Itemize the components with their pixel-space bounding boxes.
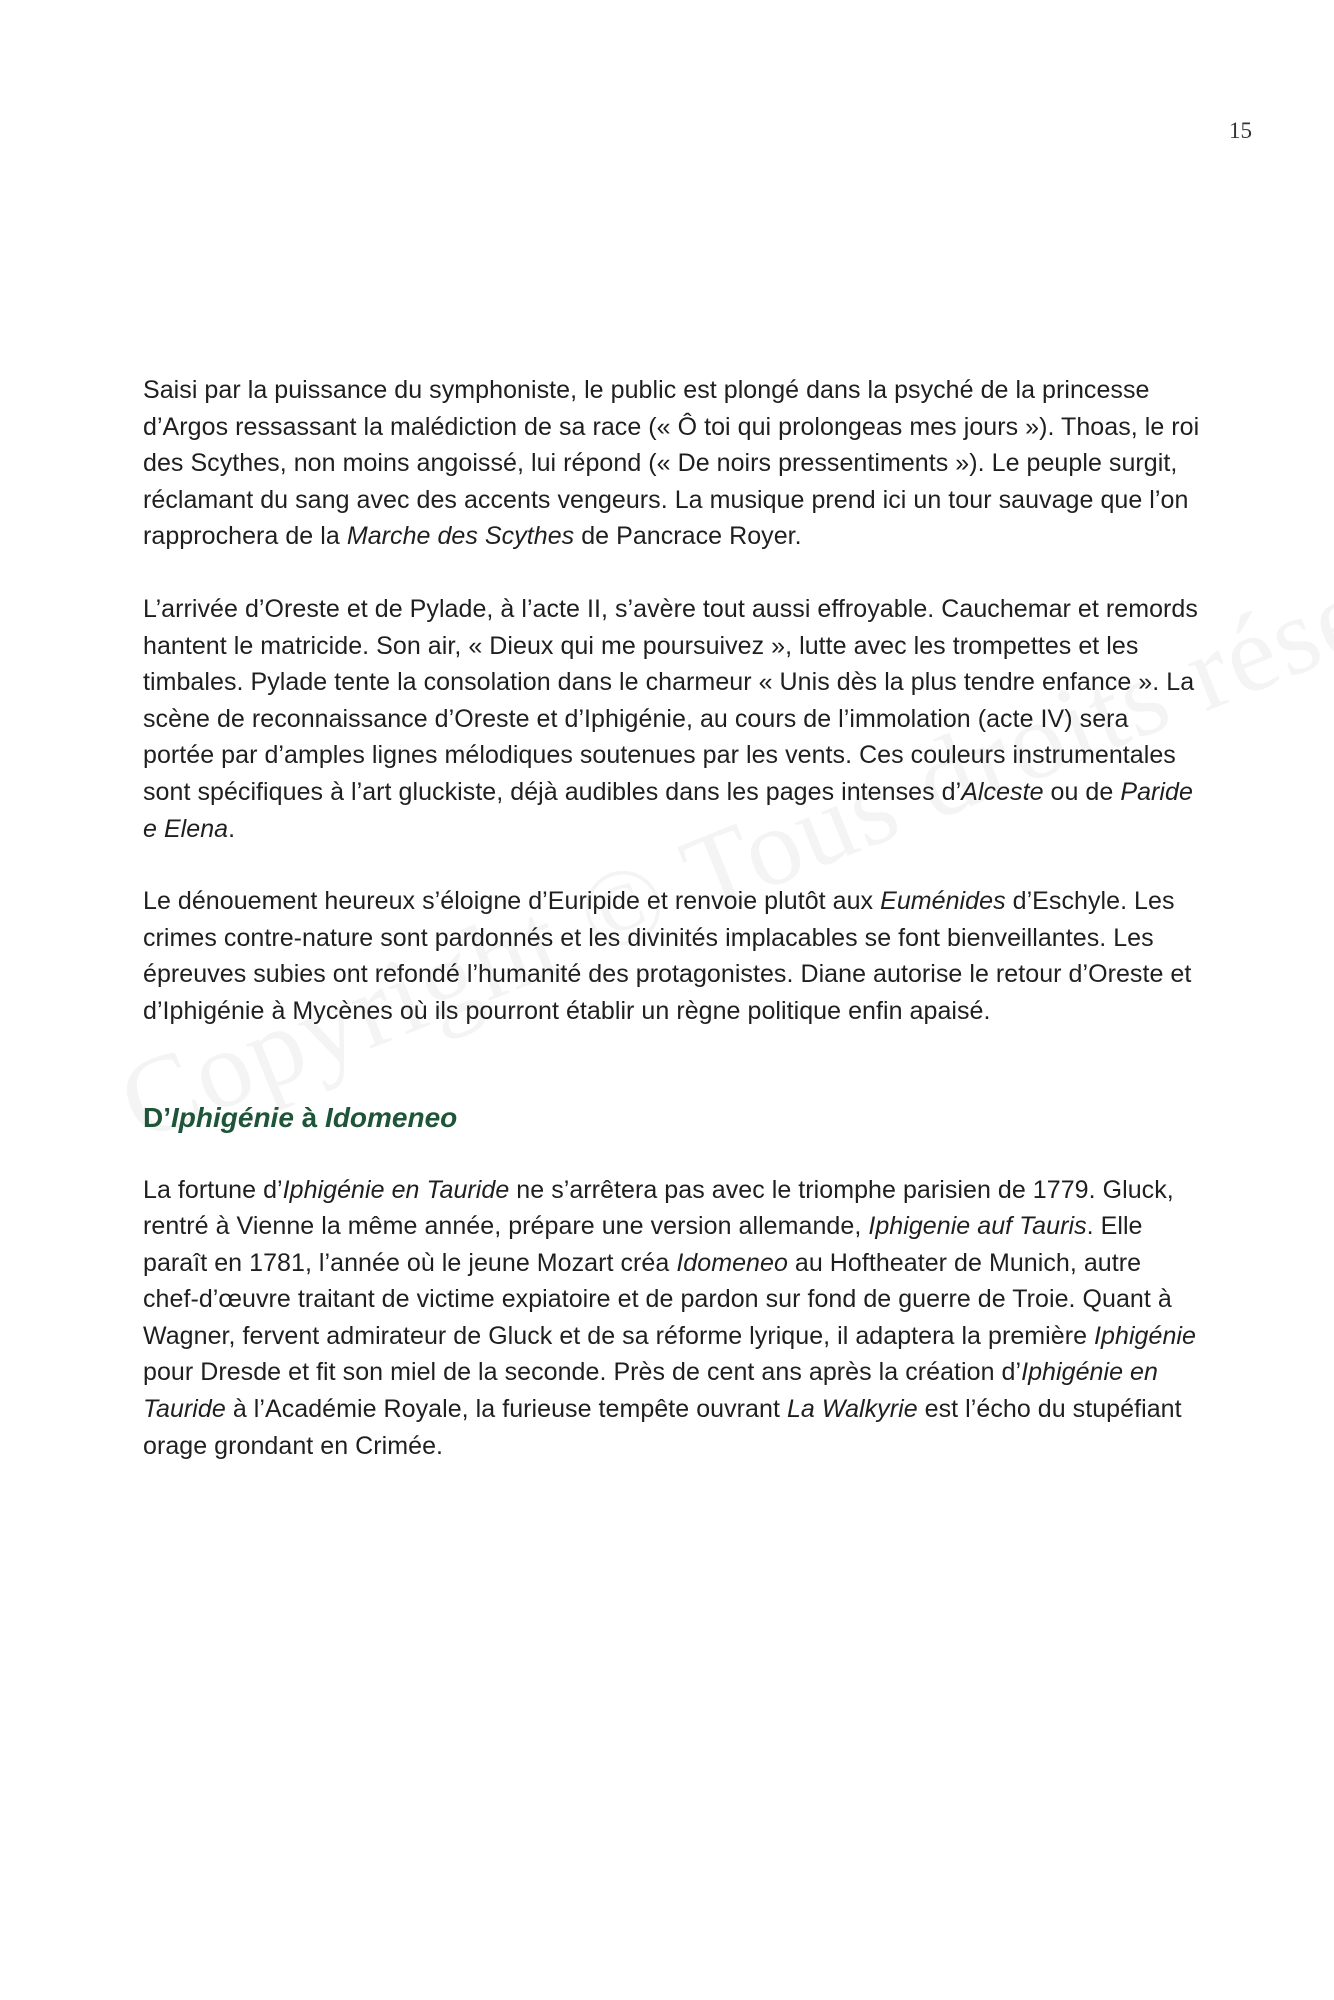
text-run: L’arrivée d’Oreste et de Pylade, à l’acte II, s’avère tout aussi effroyable. Cauchemar et remords hantent le matricide. Son air, « Dieux qui me poursuivez », lutte avec les trompettes et les timbales. Pylade tente la consolation dans le charmeur « Unis dès la plus tendre enfance ». La scène de reconnaissance d’Oreste et d’Iphigénie, au cours de l’immolation (acte IV) sera portée par d’amples lignes mélodiques soutenues par les vents. Ces couleurs instrumentales sont spécifiques à l’art gluckiste, déjà audibles dans les pages intenses d’ <box>143 594 1198 806</box>
italic-text-run: Idomeneo <box>676 1248 788 1277</box>
text-run: à <box>293 1101 326 1133</box>
italic-text-run: Euménides <box>880 887 1006 916</box>
italic-text-run: Paride e Elena <box>143 777 1193 843</box>
text-run: La fortune d’ <box>143 1175 283 1204</box>
italic-text-run: Alceste <box>961 777 1044 806</box>
paragraph-2 <box>143 591 1203 847</box>
italic-text-run: Idomeneo <box>325 1101 458 1133</box>
italic-text-run: Iphigénie en Tauride <box>143 1358 1158 1424</box>
text-run: ou de <box>1043 777 1121 806</box>
italic-text-run: Marche des Scythes <box>346 522 575 551</box>
italic-text-run: Iphigénie en Tauride <box>282 1175 510 1204</box>
italic-text-run: Iphigenie auf Tauris <box>868 1212 1087 1241</box>
paragraph-3 <box>143 883 1203 1029</box>
text-run: est l’écho du stupéfiant orage grondant en Crimée. <box>143 1395 1182 1460</box>
italic-text-run: La Walkyrie <box>786 1395 918 1424</box>
italic-text-run: Iphigénie <box>171 1101 294 1133</box>
text-run: ne s’arrêtera pas avec le triomphe parisien de 1779. Gluck, rentré à Vienne la même année, prépare une version allemande, <box>143 1175 1174 1241</box>
body-text <box>143 372 1203 1464</box>
text-run: d’Eschyle. Les crimes contre-nature sont pardonnés et les divinités implacables se font bienveillantes. Les épreuves subies ont refondé l’humanité des protagonistes. Diane autorise le retour d’Oreste et d’Iphigénie à Mycènes où ils pourront établir un règne politique enfin apaisé. <box>143 887 1192 1025</box>
text-run: Le dénouement heureux s’éloigne d’Euripide et renvoie plutôt aux <box>143 887 881 916</box>
text-run: . <box>228 814 236 843</box>
paragraph-4 <box>143 1172 1203 1465</box>
text-run: pour Dresde et fit son miel de la seconde. Près de cent ans après la création d’ <box>143 1358 1022 1387</box>
text-run: D’ <box>143 1101 171 1133</box>
italic-text-run: Iphigénie <box>1094 1321 1196 1350</box>
text-run: à l’Académie Royale, la furieuse tempête ouvrant <box>225 1395 787 1424</box>
paragraph-1 <box>143 372 1203 555</box>
page-number: 15 <box>1229 118 1252 143</box>
text-run: de Pancrace Royer. <box>574 522 802 551</box>
section-heading <box>143 1100 1203 1136</box>
text-run: . Elle paraît en 1781, l’année où le jeune Mozart créa <box>143 1212 1143 1277</box>
text-run: au Hoftheater de Munich, autre chef-d’œuvre traitant de victime expiatoire et de pardon sur fond de guerre de Troie. Quant à Wagner, fervent admirateur de Gluck et de sa réforme lyrique, il adaptera la première <box>143 1248 1172 1350</box>
text-run: Saisi par la puissance du symphoniste, le public est plongé dans la psyché de la princesse d’Argos ressassant la malédiction de sa race (« Ô toi qui prolongeas mes jours »). Thoas, le roi des Scythes, non moins angoissé, lui répond (« De noirs pressentiments »). Le peuple surgit, réclamant du sang avec des accents vengeurs. La musique prend ici un tour sauvage que l’on rapprochera de la <box>143 376 1200 551</box>
